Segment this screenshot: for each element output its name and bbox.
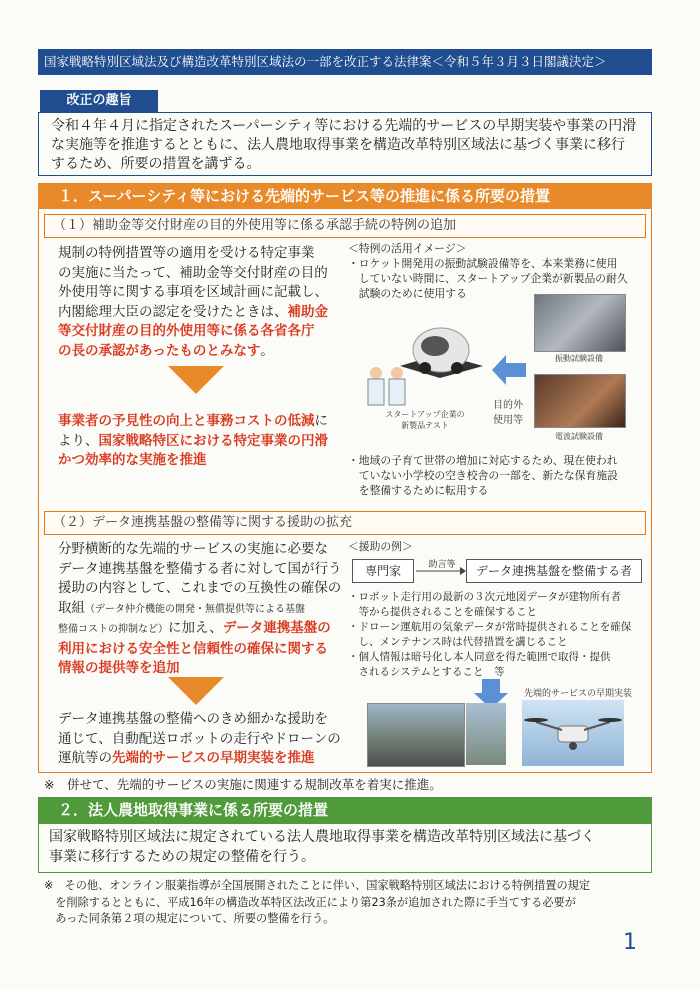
purpose-line: するため、所要の措置を講ずる。 — [51, 156, 261, 172]
sub1-body-red: 補助金 — [287, 303, 328, 320]
purpose-line: な実施等を推進するとともに、法人農地取得事業を構造改革特別区域法に基づく事業に移行 — [51, 137, 625, 153]
sub1-example-line: 試験のために使用する — [348, 287, 467, 300]
sub1-header: （１）補助金等交付財産の目的外使用等に係る承認手続の特例の追加 — [44, 214, 646, 238]
sub2-example-title: ＜援助の例＞ — [348, 540, 413, 553]
sub1-example2-line: ・地域の子育て世帯の増加に対応するため、現在使われ — [348, 454, 618, 467]
startup-caption — [380, 409, 470, 431]
sub1-example-line: していない時間に、スタートアップ企業が新製品の耐久 — [348, 272, 628, 285]
purpose-use-line: 目的外 — [493, 400, 523, 411]
sub2-body-line: 分野横断的な先端的サービスの実施に必要な — [58, 541, 328, 557]
sub1-body-red-line: 等交付財産の目的外使用等に係る各省各庁 — [58, 323, 315, 339]
sub2-example-line: ・個人情報は暗号化し本人同意を得た範囲で取得・提供 — [348, 651, 611, 663]
sub2-body-small: 整備コストの抑制など） — [58, 624, 168, 635]
startup-people-illustration — [362, 365, 412, 407]
sub2-body-red-line: 利用における安全性と信頼性の確保に関する — [58, 640, 328, 657]
purpose-box — [38, 112, 652, 176]
document-title: 国家戦略特別区域法及び構造改革特別区域法の一部を改正する法律案＜令和５年３月３日閣議決定＞ — [38, 49, 652, 75]
sub1-body — [58, 244, 348, 361]
drone-icon — [522, 700, 624, 766]
startup-caption-line: スタートアップ企業の — [385, 410, 465, 419]
drone-photo — [522, 700, 624, 766]
sub1-result-line — [58, 432, 358, 452]
note2-line: を削除するとともに、平成16年の構造改革特区法改正により第23条が追加された際に手当てする必要が — [44, 895, 576, 909]
sub2-example-line: ・ロボット走行用の最新の３次元地図データが建物所有者 — [348, 591, 621, 603]
advice-label: 助言等 — [428, 560, 456, 570]
purpose-line: 令和４年４月に指定されたスーパーシティ等における先端的サービスの早期実装や事業の円滑 — [51, 118, 637, 134]
sub1-result-red: 国家戦略特区における特定事業の円滑 — [98, 432, 328, 449]
delivery-robot-photo — [367, 703, 465, 767]
sub2-body-normal: に加え、 — [168, 620, 223, 636]
sub2-example-line: ・ドローン運航用の気象データが常時提供されることを確保 — [348, 621, 632, 633]
sub2-result-line: データ連携基盤の整備へのきめ細かな援助を — [58, 711, 328, 727]
sub1-result-red-line: かつ効率的な実施を推進 — [58, 452, 207, 468]
sub1-result-normal: に — [314, 413, 328, 429]
note2-line: あった同条第２項の規定について、所要の整備を行う。 — [44, 912, 335, 925]
radio-caption: 電波試験設備 — [555, 432, 603, 441]
note1: ※ 併せて、先端的サービスの実施に関連する規制改革を着実に推進。 — [44, 777, 442, 792]
sub2-example-list — [348, 590, 648, 680]
sub2-body-line — [58, 619, 358, 640]
sub1-arrow-down-icon — [168, 366, 224, 396]
sub2-result-normal: 運航等の — [58, 750, 112, 766]
purpose-label: 改正の趣旨 — [40, 90, 158, 112]
advice-arrow-icon — [416, 566, 466, 576]
section2-line: 国家戦略特別区域法に規定されている法人農地取得事業を構造改革特別区域法に基づく — [49, 829, 595, 845]
purpose-use-caption — [488, 396, 528, 426]
sub1-example-title: ＜特例の活用イメージ＞ — [348, 242, 467, 255]
sub2-example-line: されるシステムとすること 等 — [348, 666, 505, 678]
page-number: 1 — [623, 930, 637, 955]
sub2-example-line: し、メンテナンス時は代替措置を講じること — [348, 636, 568, 648]
early-impl-caption: 先端的サービスの早期実装 — [523, 689, 632, 699]
note2 — [44, 878, 656, 928]
sub1-body-line: 外使用等に関する事項を区域計画に記載し、 — [58, 284, 328, 300]
vibration-test-photo — [534, 294, 626, 352]
startup-caption-line: 新製品テスト — [401, 421, 449, 430]
sub2-result-line: 通じて、自動配送ロボットの走行やドローンの — [58, 730, 341, 747]
sub1-body-normal: 内閣総理大臣の認定を受けたときは、 — [58, 303, 288, 320]
sub1-body-line: 規制の特例措置等の適用を受ける特定事業 — [58, 245, 315, 261]
sub2-body-red: データ連携基盤の — [222, 620, 331, 636]
sub2-body-red-line: 情報の提供等を追加 — [58, 660, 180, 676]
section2-header: ２．法人農地取得事業に係る所要の措置 — [38, 797, 652, 823]
sub1-result-line — [58, 412, 358, 432]
sub2-example-line: 等から提供されることを確保すること — [348, 606, 537, 618]
specialist-box: 専門家 — [352, 559, 414, 583]
purpose-use-line: 使用等 — [493, 415, 523, 426]
sub1-result-red: 事業者の予見性の向上と事務コストの低減 — [58, 413, 315, 429]
radio-test-photo — [534, 374, 626, 428]
sub2-arrow-down-icon — [168, 677, 224, 707]
sub1-example — [348, 241, 648, 301]
sub1-result-normal: より、 — [58, 432, 99, 449]
sub2-result — [58, 710, 358, 769]
section1-header: １．スーパーシティ等における先端的サービス等の推進に係る所要の措置 — [38, 183, 652, 209]
section2-body — [38, 823, 652, 873]
builder-box: データ連携基盤を整備する者 — [466, 559, 642, 583]
sub2-body-normal: 取組 — [58, 599, 85, 616]
sub1-example2-line: を整備するために転用する — [348, 484, 489, 497]
sub2-result-line — [58, 749, 358, 769]
arrow-left-icon — [492, 355, 526, 385]
sub1-body-line — [58, 342, 348, 362]
note2-line: ※ その他、オンライン服薬指導が全国展開されたことに伴い、国家戦略特別区域法における特例措置の規定 — [44, 879, 591, 892]
section2-line: 事業に移行するための規定の整備を行う。 — [49, 849, 315, 865]
sub1-body-line: の実施に当たって、補助金等交付財産の目的 — [58, 264, 328, 281]
sub2-body-line — [58, 599, 358, 620]
sub2-body-line: 援助の内容として、これまでの互換性の確保の — [58, 580, 342, 596]
street-photo — [466, 703, 506, 765]
sub1-body-red: の長の承認があったものとみなす — [58, 342, 261, 359]
sub1-result — [58, 412, 358, 471]
vibration-caption: 振動試験設備 — [555, 354, 603, 363]
sub1-example2 — [348, 453, 648, 498]
sub1-body-line — [58, 303, 348, 323]
sub1-example2-line: ていない小学校の空き校舎の一部を、新たな保育施設 — [348, 469, 618, 482]
sub1-body-end: 。 — [260, 342, 274, 359]
sub2-body — [58, 540, 358, 679]
sub2-header: （２）データ連携基盤の整備等に関する援助の拡充 — [44, 511, 646, 535]
sub2-result-red: 先端的サービスの早期実装を推進 — [112, 750, 315, 766]
sub2-body-small: （データ仲介機能の開発・無償提供等による基盤 — [85, 603, 305, 615]
sub2-body-line: データ連携基盤を整備する者に対して国が行う — [58, 560, 342, 577]
sub1-example-line: ・ロケット開発用の振動試験設備等を、本来業務に使用 — [348, 257, 618, 270]
